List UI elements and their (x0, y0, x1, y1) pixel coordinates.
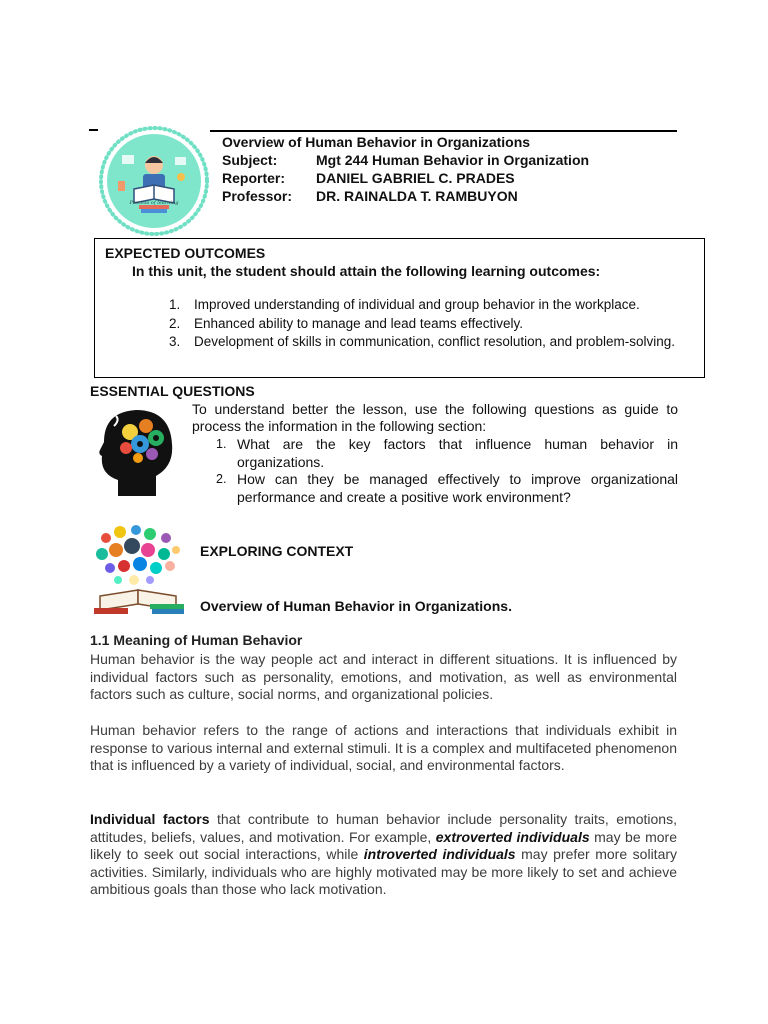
essential-questions-intro: To understand better the lesson, use the following questions as guide to process the information in the following section: (192, 401, 678, 434)
header-title-row (222, 133, 589, 151)
outcomes-intro: In this unit, the student should attain the following learning outcomes: (132, 263, 601, 279)
header-professor-row (222, 187, 589, 205)
list-text: How can they be managed effectively to improve organizational performance and create a positive work environment? (237, 471, 678, 505)
list-item (169, 315, 693, 334)
header-info (222, 133, 589, 205)
essential-questions-list (216, 436, 678, 506)
header-rule (210, 130, 677, 132)
list-number: 2. (216, 472, 227, 486)
list-number: 1. (169, 297, 181, 312)
list-item (169, 333, 693, 352)
header-title: Overview of Human Behavior in Organizations (222, 134, 531, 150)
reporter-value: DANIEL GABRIEL C. PRADES (316, 170, 515, 186)
list-item (169, 296, 693, 315)
list-text: Development of skills in communication, conflict resolution, and problem-solving. (194, 334, 675, 349)
list-number: 1. (216, 437, 227, 451)
reader-with-books-icon (99, 125, 209, 242)
exploring-context-title: EXPLORING CONTEXT (200, 543, 354, 559)
header-reporter-row (222, 169, 589, 187)
emphasis-extroverted: extroverted individuals (435, 828, 590, 845)
exploring-context-subtitle: Overview of Human Behavior in Organizations. (200, 598, 512, 614)
paragraph-2: Human behavior refers to the range of actions and interactions that individuals exhibit in response to various internal and external stimuli. It is a complex and multifaceted phenomenon that is influenced by a variety of individual, social, and environmental factors. (90, 722, 677, 774)
list-number: 2. (169, 315, 181, 331)
paragraph-3-text-1: that contribute to human behavior include personality traits, emotions, attitudes, beliefs, values, and motivation. For example, (90, 811, 677, 845)
professor-label: Professor: (222, 188, 293, 204)
paragraph-3-text-2: may be more likely to seek out social interactions, while (90, 828, 677, 863)
paragraph-1: Human behavior is the way people act and interact in different situations. It is influenced by individual factors such as personality, emotions, and motivation, as well as environmental factors such as culture, social norms, and organizational policies. (90, 651, 677, 703)
essential-questions-title: ESSENTIAL QUESTIONS (90, 383, 255, 399)
head-with-gears-icon (90, 404, 186, 505)
expected-outcomes-box (94, 238, 705, 378)
list-item (216, 471, 678, 506)
list-text: Enhanced ability to manage and lead teams effectively. (194, 315, 523, 331)
list-number: 3. (169, 334, 181, 349)
professor-value: DR. RAINALDA T. RAMBUYON (316, 188, 518, 204)
header-subject-row (222, 151, 589, 169)
logo-caption: Process of learning (129, 200, 179, 206)
emphasis-introverted: introverted individuals (363, 846, 516, 863)
list-text: Improved understanding of individual and group behavior in the workplace. (194, 297, 640, 312)
subject-label: Subject: (222, 152, 278, 168)
dash-mark (89, 129, 98, 131)
paragraph-3 (90, 811, 677, 899)
list-item (216, 436, 678, 471)
outcomes-list (169, 296, 693, 352)
emphasis-individual-factors: Individual factors (90, 811, 210, 827)
paragraph-3-text-3: may prefer more solitary activities. Similarly, individuals who are highly motivated may be more likely to set and achieve ambitious goals than those who lack motivation. (90, 846, 678, 898)
subject-value: Mgt 244 Human Behavior in Organization (316, 152, 590, 168)
list-text: What are the key factors that influence human behavior in organizations. (237, 436, 678, 470)
books-with-bubbles-icon (90, 524, 188, 621)
reporter-label: Reporter: (222, 170, 286, 186)
section-heading: 1.1 Meaning of Human Behavior (90, 632, 303, 648)
outcomes-title: EXPECTED OUTCOMES (105, 245, 266, 261)
